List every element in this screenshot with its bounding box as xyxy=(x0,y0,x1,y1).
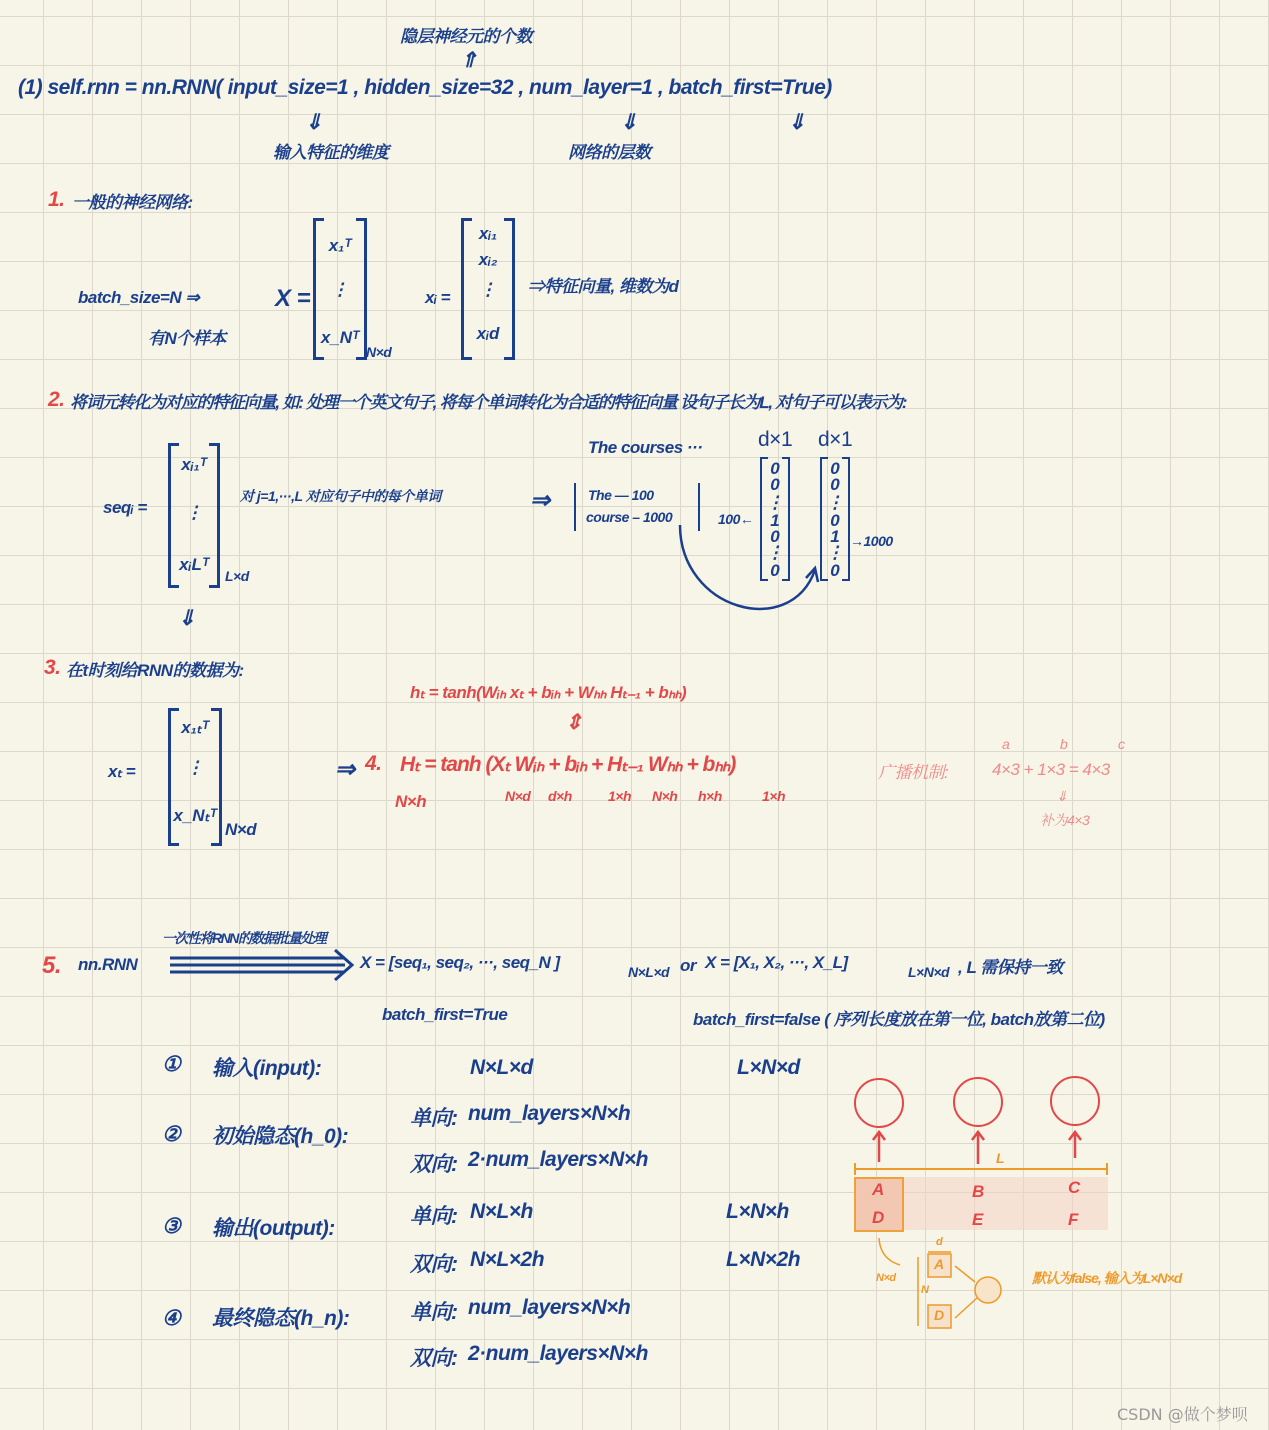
default-false-note: 默认为false, 输入为L×N×d xyxy=(1032,1270,1182,1286)
sentence-example: The courses ··· xyxy=(588,438,703,457)
output-node xyxy=(855,1079,903,1127)
length-note: , L 需保持一致 xyxy=(958,958,1063,977)
seq-equals: seqᵢ = xyxy=(103,498,147,517)
row-direction: 单向: xyxy=(410,1301,458,1324)
rnn-diagram xyxy=(855,1077,1108,1328)
index-100-label: 100← xyxy=(718,511,754,527)
row-value: N×L×d xyxy=(470,1056,533,1079)
ht-formula: hₜ = tanh(Wᵢₕ xₜ + bᵢₕ + Wₕₕ Hₜ₋₁ + bₕₕ) xyxy=(410,683,687,702)
matrix-row: x_Nᵀ xyxy=(320,328,360,347)
row-value: num_layers×N×h xyxy=(468,1102,631,1125)
rnn-code-line: (1) self.rnn = nn.RNN( input_size=1 , hidden_size=32 , num_layer=1 , batch_first=True) xyxy=(18,76,832,99)
dim-label: d×h xyxy=(548,788,572,804)
X-seq-first-dim: L×N×d xyxy=(908,964,950,980)
small-cell-label: A xyxy=(934,1256,944,1272)
vector-entry: 0 xyxy=(770,561,780,580)
vector-entry: ⋮ xyxy=(826,543,844,562)
down-arrow-icon: ⇓ xyxy=(788,111,806,134)
vector-entry: ⋮ xyxy=(826,493,844,512)
implies-arrow-icon: ⇒ xyxy=(335,756,355,783)
xi-equals: xᵢ = xyxy=(425,288,451,307)
implies-arrow-icon: ⇒ xyxy=(530,487,550,514)
section-3-title: 在t时刻给RNN的数据为: xyxy=(66,661,244,680)
hidden-node xyxy=(975,1277,1001,1303)
cell-label: A xyxy=(872,1180,884,1199)
row-direction: 双向: xyxy=(410,1153,458,1176)
section-5-title: nn.RNN xyxy=(78,955,138,974)
row-value: N×L×2h xyxy=(470,1248,545,1271)
vector-entry: 0 xyxy=(770,475,780,494)
row-value: N×L×h xyxy=(470,1200,533,1223)
down-arrow-icon: ⇓ xyxy=(178,607,196,630)
vector-entry: 1 xyxy=(770,511,780,530)
row-number: ④ xyxy=(162,1307,181,1330)
section-2-number: 2. xyxy=(48,388,65,411)
cell-label: C xyxy=(1068,1178,1080,1197)
vector-entry: 0 xyxy=(830,561,840,580)
vocab-entry: The — 100 xyxy=(588,487,654,503)
up-arrow-icon: ⇑ xyxy=(460,49,478,72)
dim-label: 1×h xyxy=(762,788,786,804)
batch-process-note: 一次性将RNN的数据批量处理 xyxy=(162,930,326,946)
section-1-title: 一般的神经网络: xyxy=(72,193,193,212)
batch-size-text: batch_size=N ⇒ xyxy=(78,288,200,307)
hidden-size-note: 隐层神经元的个数 xyxy=(400,27,532,46)
row-number: ③ xyxy=(162,1215,181,1238)
seq-dim: L×d xyxy=(225,568,249,584)
matrix-row: ⋮ xyxy=(331,280,349,299)
matrix-row: ⋮ xyxy=(185,503,203,522)
vector-entry: 1 xyxy=(830,527,840,546)
xt-dim: N×d xyxy=(225,820,257,839)
vector-entry: 0 xyxy=(770,527,780,546)
output-node xyxy=(954,1078,1002,1126)
batch-first-true-header: batch_first=True xyxy=(382,1005,508,1024)
broadcast-expression: 4×3 + 1×3 = 4×3 xyxy=(992,760,1110,779)
bc-label-b: b xyxy=(1060,736,1068,752)
dim-label: h×h xyxy=(698,788,722,804)
matrix-row: xᵢLᵀ xyxy=(179,555,209,574)
row-direction: 单向: xyxy=(410,1205,458,1228)
section-4-number: 4. xyxy=(365,752,382,775)
broadcast-label: 广播机制: xyxy=(878,763,949,782)
matrix-row: xᵢ₁ᵀ xyxy=(181,455,207,474)
length-label: L xyxy=(996,1150,1005,1166)
X-seq-first: X = [X₁, X₂, ···, X_L] xyxy=(705,953,848,972)
num-layer-note: 网络的层数 xyxy=(568,143,651,162)
vector-entry: 0 xyxy=(830,459,840,478)
index-1000-label: →1000 xyxy=(850,533,893,549)
row-label: 输入(input): xyxy=(212,1057,322,1080)
cell-label: B xyxy=(972,1182,984,1201)
double-arrow-icon xyxy=(170,950,352,980)
row-alt-value: L×N×d xyxy=(737,1056,800,1079)
matrix-row: ⋮ xyxy=(479,280,497,299)
dim-label: N×h xyxy=(395,792,427,811)
xt-equals: xₜ = xyxy=(108,762,136,781)
Ht-formula: Hₜ = tanh (Xₜ Wᵢₕ + bᵢₕ + Hₜ₋₁ Wₕₕ + bₕₕ) xyxy=(400,753,736,776)
X-batch-first-dim: N×L×d xyxy=(628,964,670,980)
small-cell-label: D xyxy=(934,1307,944,1323)
broadcast-fill-note: 补为4×3 xyxy=(1040,812,1090,828)
row-label: 初始隐态(h_0): xyxy=(212,1125,349,1148)
batch-first-false-header: batch_first=false ( 序列长度放在第一位, batch放第二位) xyxy=(693,1010,1105,1029)
vector-entry: ⋮ xyxy=(766,493,784,512)
feature-vector-note: ⇒特征向量, 维数为d xyxy=(528,277,679,296)
row-value: 2·num_layers×N×h xyxy=(468,1342,648,1365)
matrix-row: xᵢ₂ xyxy=(478,250,498,269)
matrix-row: x₁ᵀ xyxy=(328,236,352,255)
each-word-note: 对 j=1,···,L 对应句子中的每个单词 xyxy=(240,488,441,504)
watermark: CSDN @做个梦呗 xyxy=(1117,1405,1248,1424)
row-value: num_layers×N×h xyxy=(468,1296,631,1319)
matrix-row: ⋮ xyxy=(186,758,204,777)
row-direction: 单向: xyxy=(410,1107,458,1130)
section-2-title: 将词元转化为对应的特征向量, 如: 处理一个英文句子, 将每个单词转化为合适的特征向量 设句子长为L, 对句子可以表示为: xyxy=(70,393,907,412)
cell-label: E xyxy=(972,1210,983,1229)
row-label: 最终隐态(h_n): xyxy=(212,1307,350,1330)
dim-label: N×d xyxy=(505,788,531,804)
section-3-number: 3. xyxy=(44,656,61,679)
samples-text: 有N个样本 xyxy=(148,329,226,348)
matrix-row: x_Nₜᵀ xyxy=(173,806,217,825)
output-node xyxy=(1051,1077,1099,1125)
equivalent-arrow-icon: ⇕ xyxy=(565,711,583,734)
matrix-row: x₁ₜᵀ xyxy=(181,718,209,737)
row-direction: 双向: xyxy=(410,1253,458,1276)
row-number: ② xyxy=(162,1123,181,1146)
vector-entry: ⋮ xyxy=(766,543,784,562)
vector-entry: 0 xyxy=(770,459,780,478)
dim-label: N×h xyxy=(652,788,678,804)
d-label: d xyxy=(936,1236,943,1248)
X-dim: N×d xyxy=(366,344,392,360)
X-batch-first: X = [seq₁, seq₂, ···, seq_N ] xyxy=(360,953,560,972)
X-equals: X = xyxy=(275,285,311,312)
matrix-row: xᵢ₁ xyxy=(478,224,498,243)
matrix-row: xᵢd xyxy=(476,324,500,343)
row-alt-value: L×N×h xyxy=(726,1200,789,1223)
row-label: 输出(output): xyxy=(212,1217,335,1240)
bc-label-c: c xyxy=(1118,736,1125,752)
n-label: N xyxy=(921,1284,929,1296)
section-1-number: 1. xyxy=(48,188,65,211)
row-value: 2·num_layers×N×h xyxy=(468,1148,648,1171)
row-direction: 双向: xyxy=(410,1347,458,1370)
or-text: or xyxy=(680,956,696,975)
curved-arrow xyxy=(680,525,815,609)
down-arrow-icon: ⇓ xyxy=(1056,788,1068,804)
input-size-note: 输入特征的维度 xyxy=(273,143,389,162)
down-arrow-icon: ⇓ xyxy=(305,111,323,134)
cell-label: D xyxy=(872,1208,884,1227)
dim-label: 1×h xyxy=(608,788,632,804)
row-alt-value: L×N×2h xyxy=(726,1248,801,1271)
section-5-number: 5. xyxy=(42,952,62,979)
bc-label-a: a xyxy=(1002,736,1010,752)
down-arrow-icon: ⇓ xyxy=(620,111,638,134)
dx1-label: d×1 xyxy=(818,428,853,451)
cell-label: F xyxy=(1068,1210,1078,1229)
dx1-label: d×1 xyxy=(758,428,793,451)
vector-entry: 0 xyxy=(830,511,840,530)
nxd-label: N×d xyxy=(876,1272,896,1284)
vector-entry: 0 xyxy=(830,475,840,494)
row-number: ① xyxy=(162,1053,181,1076)
vocab-entry: course – 1000 xyxy=(586,509,673,525)
